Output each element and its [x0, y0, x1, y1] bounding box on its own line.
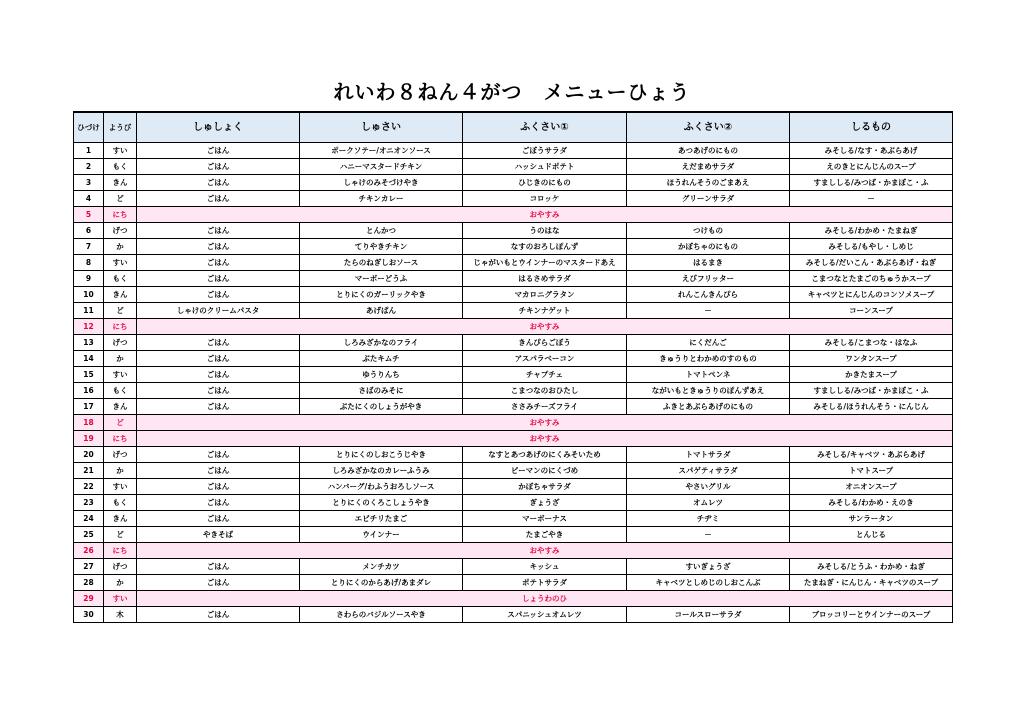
cell-staple: ごはん	[137, 351, 300, 367]
cell-weekday: きん	[104, 175, 137, 191]
cell-soup: みそしる/もやし・しめじ	[790, 239, 953, 255]
cell-weekday: きん	[104, 511, 137, 527]
cell-staple: ごはん	[137, 191, 300, 207]
cell-staple: ごはん	[137, 479, 300, 495]
cell-side2: えだまめサラダ	[627, 159, 790, 175]
cell-soup: かきたまスープ	[790, 367, 953, 383]
cell-main: とりにくのしおこうじやき	[300, 447, 463, 463]
holiday-row	[74, 591, 953, 607]
cell-side2: ふきとあぶらあげのにもの	[627, 399, 790, 415]
header-weekday: ようび	[104, 112, 137, 143]
cell-day: 23	[74, 495, 104, 511]
cell-side1: たまごやき	[463, 527, 627, 543]
cell-day: 29	[74, 591, 104, 607]
cell-main: チキンカレー	[300, 191, 463, 207]
cell-holiday: しょうわのひ	[137, 591, 953, 607]
menu-table	[73, 111, 953, 623]
cell-weekday: もく	[104, 495, 137, 511]
cell-day: 15	[74, 367, 104, 383]
cell-day: 18	[74, 415, 104, 431]
table-row	[74, 303, 953, 319]
table-row	[74, 223, 953, 239]
cell-day: 28	[74, 575, 104, 591]
cell-weekday: すい	[104, 143, 137, 159]
table-row	[74, 479, 953, 495]
menu-body	[74, 143, 953, 623]
header-row	[74, 112, 953, 143]
cell-side2: ながいもときゅうりのぽんずあえ	[627, 383, 790, 399]
cell-soup: コーンスープ	[790, 303, 953, 319]
cell-day: 20	[74, 447, 104, 463]
cell-day: 21	[74, 463, 104, 479]
cell-staple: しゃけのクリームパスタ	[137, 303, 300, 319]
cell-staple: ごはん	[137, 607, 300, 623]
cell-main: メンチカツ	[300, 559, 463, 575]
cell-soup: みそしる/とうふ・わかめ・ねぎ	[790, 559, 953, 575]
cell-side1: じゃがいもとウインナーのマスタードあえ	[463, 255, 627, 271]
cell-soup: ワンタンスープ	[790, 351, 953, 367]
cell-day: 17	[74, 399, 104, 415]
table-row	[74, 351, 953, 367]
cell-weekday: げつ	[104, 335, 137, 351]
cell-main: エビチリたまご	[300, 511, 463, 527]
cell-weekday: にち	[104, 543, 137, 559]
cell-weekday: きん	[104, 399, 137, 415]
cell-staple: ごはん	[137, 511, 300, 527]
cell-weekday: か	[104, 575, 137, 591]
cell-day: 13	[74, 335, 104, 351]
cell-weekday: すい	[104, 255, 137, 271]
cell-weekday: ど	[104, 527, 137, 543]
cell-side2: にくだんご	[627, 335, 790, 351]
cell-staple: ごはん	[137, 255, 300, 271]
cell-side2: つけもの	[627, 223, 790, 239]
cell-day: 3	[74, 175, 104, 191]
cell-main: ゆうりんち	[300, 367, 463, 383]
cell-side1: ピーマンのにくづめ	[463, 463, 627, 479]
cell-side2: グリーンサラダ	[627, 191, 790, 207]
cell-weekday: か	[104, 351, 137, 367]
table-row	[74, 511, 953, 527]
cell-side2: トマトサラダ	[627, 447, 790, 463]
cell-soup: みそしる/キャベツ・あぶらあげ	[790, 447, 953, 463]
cell-day: 11	[74, 303, 104, 319]
cell-day: 16	[74, 383, 104, 399]
cell-weekday: か	[104, 239, 137, 255]
cell-main: さばのみそに	[300, 383, 463, 399]
cell-day: 8	[74, 255, 104, 271]
table-row	[74, 159, 953, 175]
cell-main: ウインナー	[300, 527, 463, 543]
holiday-row	[74, 543, 953, 559]
cell-weekday: すい	[104, 479, 137, 495]
cell-holiday: おやすみ	[137, 415, 953, 431]
table-row	[74, 175, 953, 191]
holiday-row	[74, 431, 953, 447]
cell-weekday: げつ	[104, 223, 137, 239]
cell-holiday: おやすみ	[137, 543, 953, 559]
header-soup: しるもの	[790, 112, 953, 143]
cell-staple: ごはん	[137, 367, 300, 383]
cell-day: 1	[74, 143, 104, 159]
cell-soup: ブロッコリーとウインナーのスープ	[790, 607, 953, 623]
cell-side2: ほうれんそうのごまあえ	[627, 175, 790, 191]
table-row	[74, 255, 953, 271]
cell-side2: キャベツとしめじのしおこんぶ	[627, 575, 790, 591]
cell-soup: たまねぎ・にんじん・キャベツのスープ	[790, 575, 953, 591]
cell-side2: あつあげのにもの	[627, 143, 790, 159]
holiday-row	[74, 319, 953, 335]
cell-soup: オニオンスープ	[790, 479, 953, 495]
cell-soup: サンラータン	[790, 511, 953, 527]
table-row	[74, 559, 953, 575]
cell-staple: ごはん	[137, 447, 300, 463]
cell-side1: スパニッシュオムレツ	[463, 607, 627, 623]
cell-side1: チャプチェ	[463, 367, 627, 383]
table-row	[74, 239, 953, 255]
cell-staple: ごはん	[137, 335, 300, 351]
cell-weekday: すい	[104, 367, 137, 383]
cell-side1: なすとあつあげのにくみそいため	[463, 447, 627, 463]
cell-side1: はるさめサラダ	[463, 271, 627, 287]
cell-soup: こまつなとたまごのちゅうかスープ	[790, 271, 953, 287]
cell-holiday: おやすみ	[137, 207, 953, 223]
table-row	[74, 495, 953, 511]
cell-staple: ごはん	[137, 287, 300, 303]
cell-staple: ごはん	[137, 575, 300, 591]
cell-main: あげぱん	[300, 303, 463, 319]
cell-day: 24	[74, 511, 104, 527]
cell-main: とりにくのからあげ/あまダレ	[300, 575, 463, 591]
cell-main: しろみざかなのフライ	[300, 335, 463, 351]
cell-staple: ごはん	[137, 271, 300, 287]
cell-staple: ごはん	[137, 399, 300, 415]
cell-main: しゃけのみそづけやき	[300, 175, 463, 191]
cell-side2: －	[627, 303, 790, 319]
cell-day: 10	[74, 287, 104, 303]
cell-soup: みそしる/わかめ・えのき	[790, 495, 953, 511]
cell-main: ポークソテー/オニオンソース	[300, 143, 463, 159]
table-row	[74, 191, 953, 207]
cell-day: 26	[74, 543, 104, 559]
cell-day: 4	[74, 191, 104, 207]
cell-side2: かぼちゃのにもの	[627, 239, 790, 255]
cell-soup: すまししる/みつば・かまぼこ・ふ	[790, 175, 953, 191]
header-day: ひづけ	[74, 112, 104, 143]
cell-side1: うのはな	[463, 223, 627, 239]
table-row	[74, 271, 953, 287]
cell-weekday: ど	[104, 303, 137, 319]
cell-weekday: げつ	[104, 559, 137, 575]
cell-staple: ごはん	[137, 143, 300, 159]
cell-side2: スパゲティサラダ	[627, 463, 790, 479]
cell-side1: かぼちゃサラダ	[463, 479, 627, 495]
table-row	[74, 447, 953, 463]
cell-staple: ごはん	[137, 559, 300, 575]
cell-main: さわらのバジルソースやき	[300, 607, 463, 623]
cell-side2: すいぎょうざ	[627, 559, 790, 575]
cell-staple: ごはん	[137, 463, 300, 479]
cell-weekday: きん	[104, 287, 137, 303]
cell-side2: トマトペンネ	[627, 367, 790, 383]
cell-soup: すまししる/みつば・かまぼこ・ふ	[790, 383, 953, 399]
cell-main: ぶたにくのしょうがやき	[300, 399, 463, 415]
cell-day: 2	[74, 159, 104, 175]
table-row	[74, 527, 953, 543]
cell-side2: はるまき	[627, 255, 790, 271]
cell-weekday: か	[104, 463, 137, 479]
cell-soup: みそしる/ほうれんそう・にんじん	[790, 399, 953, 415]
cell-weekday: にち	[104, 319, 137, 335]
cell-day: 5	[74, 207, 104, 223]
cell-side2: れんこんきんぴら	[627, 287, 790, 303]
cell-weekday: ど	[104, 415, 137, 431]
cell-staple: ごはん	[137, 159, 300, 175]
cell-soup: みそしる/こまつな・はなふ	[790, 335, 953, 351]
cell-side1: ささみチーズフライ	[463, 399, 627, 415]
cell-staple: ごはん	[137, 383, 300, 399]
cell-soup: みそしる/わかめ・たまねぎ	[790, 223, 953, 239]
cell-day: 12	[74, 319, 104, 335]
page-title: れいわ８ねん４がつ メニューひょう	[333, 80, 691, 104]
cell-main: ハニーマスタードチキン	[300, 159, 463, 175]
cell-side1: ポテトサラダ	[463, 575, 627, 591]
cell-weekday: すい	[104, 591, 137, 607]
cell-side1: ひじきのにもの	[463, 175, 627, 191]
cell-staple: ごはん	[137, 495, 300, 511]
cell-side1: ハッシュドポテト	[463, 159, 627, 175]
cell-side1: コロッケ	[463, 191, 627, 207]
cell-soup: キャベツとにんじんのコンソメスープ	[790, 287, 953, 303]
cell-staple: ごはん	[137, 239, 300, 255]
cell-holiday: おやすみ	[137, 431, 953, 447]
table-row	[74, 383, 953, 399]
cell-side1: ごぼうサラダ	[463, 143, 627, 159]
cell-side1: アスパラベーコン	[463, 351, 627, 367]
table-row	[74, 575, 953, 591]
cell-soup: みそしる/なす・あぶらあげ	[790, 143, 953, 159]
cell-day: 9	[74, 271, 104, 287]
cell-soup: とんじる	[790, 527, 953, 543]
cell-main: とりにくのくろこしょうやき	[300, 495, 463, 511]
table-row	[74, 399, 953, 415]
cell-side2: コールスローサラダ	[627, 607, 790, 623]
cell-soup: －	[790, 191, 953, 207]
cell-main: とんかつ	[300, 223, 463, 239]
cell-main: ぶたキムチ	[300, 351, 463, 367]
cell-day: 27	[74, 559, 104, 575]
cell-side2: えびフリッター	[627, 271, 790, 287]
header-staple: しゅしょく	[137, 112, 300, 143]
header-side1: ふくさい①	[463, 112, 627, 143]
cell-soup: トマトスープ	[790, 463, 953, 479]
cell-weekday: にち	[104, 431, 137, 447]
holiday-row	[74, 207, 953, 223]
cell-weekday: ど	[104, 191, 137, 207]
table-row	[74, 367, 953, 383]
table-row	[74, 463, 953, 479]
cell-side1: なすのおろしぽんず	[463, 239, 627, 255]
cell-soup: みそしる/だいこん・あぶらあげ・ねぎ	[790, 255, 953, 271]
holiday-row	[74, 415, 953, 431]
cell-side1: ぎょうざ	[463, 495, 627, 511]
cell-weekday: げつ	[104, 447, 137, 463]
cell-main: たらのねぎしおソース	[300, 255, 463, 271]
cell-side1: きんぴらごぼう	[463, 335, 627, 351]
cell-side2: やさいグリル	[627, 479, 790, 495]
cell-day: 7	[74, 239, 104, 255]
cell-staple: やきそば	[137, 527, 300, 543]
table-row	[74, 607, 953, 623]
cell-main: とりにくのガーリックやき	[300, 287, 463, 303]
cell-side2: チヂミ	[627, 511, 790, 527]
cell-day: 6	[74, 223, 104, 239]
cell-day: 14	[74, 351, 104, 367]
cell-staple: ごはん	[137, 175, 300, 191]
table-row	[74, 335, 953, 351]
cell-main: マーボーどうふ	[300, 271, 463, 287]
cell-soup: えのきとにんじんのスープ	[790, 159, 953, 175]
cell-main: ハンバーグ/わふうおろしソース	[300, 479, 463, 495]
cell-side1: チキンナゲット	[463, 303, 627, 319]
header-side2: ふくさい②	[627, 112, 790, 143]
cell-day: 22	[74, 479, 104, 495]
cell-side2: －	[627, 527, 790, 543]
cell-weekday: にち	[104, 207, 137, 223]
cell-weekday: もく	[104, 383, 137, 399]
cell-staple: ごはん	[137, 223, 300, 239]
cell-day: 19	[74, 431, 104, 447]
cell-side1: マカロニグラタン	[463, 287, 627, 303]
table-row	[74, 287, 953, 303]
cell-holiday: おやすみ	[137, 319, 953, 335]
cell-day: 25	[74, 527, 104, 543]
cell-weekday: もく	[104, 271, 137, 287]
cell-side1: こまつなのおひたし	[463, 383, 627, 399]
cell-side1: マーボーナス	[463, 511, 627, 527]
cell-weekday: 木	[104, 607, 137, 623]
table-row	[74, 143, 953, 159]
cell-side2: オムレツ	[627, 495, 790, 511]
cell-main: しろみざかなのカレーふうみ	[300, 463, 463, 479]
cell-day: 30	[74, 607, 104, 623]
cell-side2: きゅうりとわかめのすのもの	[627, 351, 790, 367]
cell-main: てりやきチキン	[300, 239, 463, 255]
cell-weekday: もく	[104, 159, 137, 175]
header-main: しゅさい	[300, 112, 463, 143]
cell-side1: キッシュ	[463, 559, 627, 575]
